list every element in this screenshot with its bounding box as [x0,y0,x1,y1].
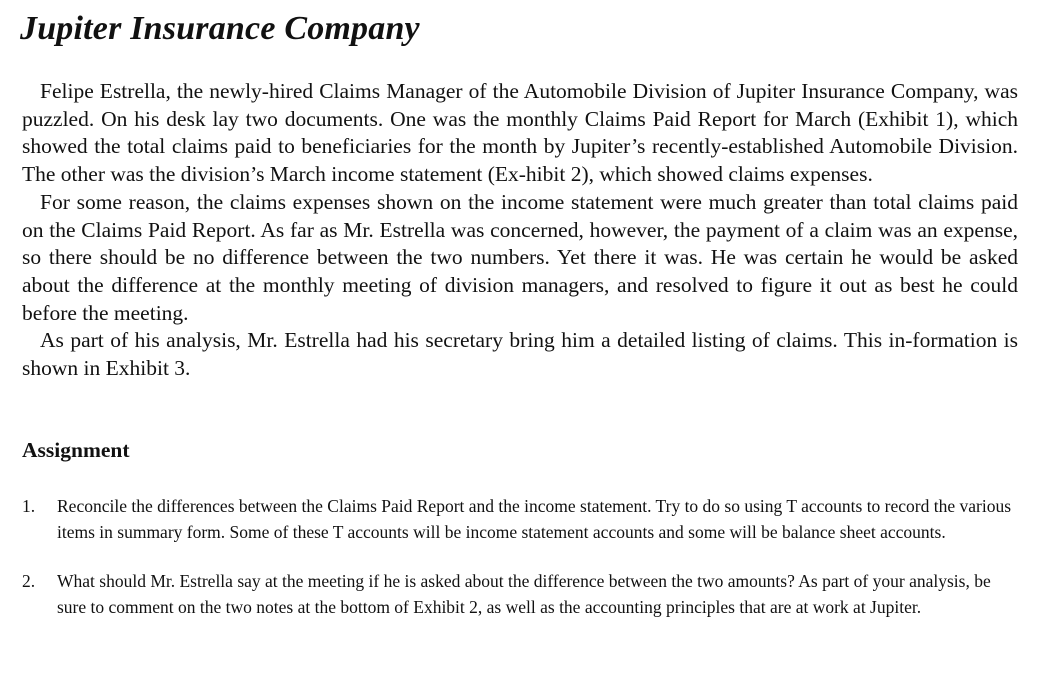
assignment-item-number: 2. [22,571,36,591]
paragraph-discrepancy: For some reason, the claims expenses shown on the income statement were much greater than total claims paid on the Claims Paid Report. As far as Mr. Estrella was concerned, however, the payment of a claim was an expense, so there should be no difference between the two numbers. Yet there it was. He was certain he would be asked about the difference at the monthly meeting of division managers, and resolved to figure it out as best he could before the meeting. [22,189,1018,325]
case-body [22,78,1018,383]
paragraph-analysis: As part of his analysis, Mr. Estrella had his secretary bring him a detailed listing of claims. This in-formation is shown in Exhibit 3. [22,328,1018,381]
paragraph-intro: Felipe Estrella, the newly-hired Claims Manager of the Automobile Division of Jupiter Insurance Company, was puzzled. On his desk lay two documents. One was the monthly Claims Paid Report for March (Exhibit 1), which showed the total claims paid to beneficiaries for the month by Jupiter’s recently-established Automobile Division. The other was the division’s March income statement (Ex-hibit 2), which showed claims expenses. [22,79,1018,187]
assignment-item-text: What should Mr. Estrella say at the meeting if he is asked about the difference between the two amounts? As part of your analysis, be sure to comment on the two notes at the bottom of Exhibit 2, as well as the accounting principles that are at work at Jupiter. [57,571,991,617]
assignment-item-number: 1. [22,496,36,516]
assignment-heading: Assignment [22,438,130,462]
assignment-list [22,494,1018,620]
assignment-item-text: Reconcile the differences between the Claims Paid Report and the income statement. Try to do so using T accounts to record the various items in summary form. Some of these T accounts will be income statement accounts and some will be balance sheet accounts. [57,496,1012,542]
assignment-item [22,494,1018,545]
document-title: Jupiter Insurance Company [20,10,420,47]
assignment-item [22,569,1018,620]
